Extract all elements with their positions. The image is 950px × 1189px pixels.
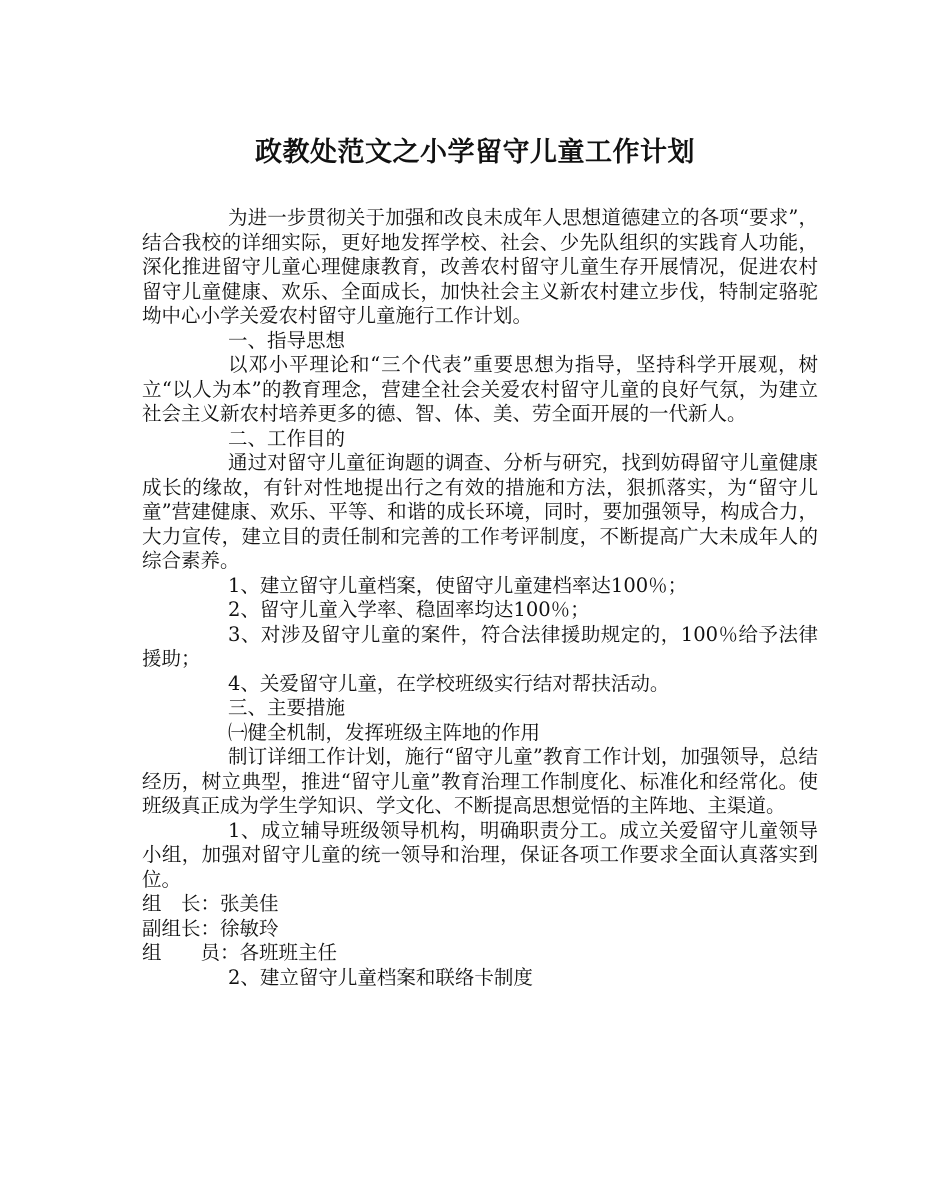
section-heading-work-goal: 二、工作目的 — [228, 426, 346, 450]
measure-item-1: 1、成立辅导班级领导机构，明确职责分工。成立关爱留守儿童领导小组，加强对留守儿童的统一领导和治理，保证各项工作要求全面认真落实到位。 — [142, 818, 818, 891]
document-body — [142, 206, 818, 990]
goal-item-3: 3、对涉及留守儿童的案件，符合法律援助规定的，100％给予法律援助； — [142, 622, 818, 670]
mechanism-paragraph: 制订详细工作计划，施行“留守儿童”教育工作计划，加强领导，总结经历，树立典型，推进“留守儿童”教育治理工作制度化、标准化和经常化。使班级真正成为学生学知识、学文化、不断提高思想觉悟的主阵地、主渠道。 — [142, 745, 818, 817]
measure-item-2: 2、建立留守儿童档案和联络卡制度 — [228, 965, 533, 989]
work-goal-paragraph: 通过对留守儿童征询题的调查、分析与研究，找到妨碍留守儿童健康成长的缘故，有针对性地提出行之有效的措施和方法，狠抓落实，为“留守儿童”营建健康、欢乐、平等、和谐的成长环境，同时，要加强领导，构成合力，大力宣传，建立目的责任制和完善的工作考评制度，不断提高广大未成年人的综合素养。 — [142, 451, 818, 572]
goal-item-1: 1、建立留守儿童档案，使留守儿童建档率达100％； — [228, 573, 688, 597]
roster-leader: 组 长：张美佳 — [142, 892, 279, 915]
section-heading-guiding-thought: 一、指导思想 — [228, 328, 346, 352]
roster-deputy-leader: 副组长：徐敏玲 — [142, 916, 279, 940]
document-title: 政教处范文之小学留守儿童工作计划 — [255, 137, 695, 168]
subsection-heading-mechanism: ㈠健全机制，发挥班级主阵地的作用 — [228, 720, 541, 744]
intro-paragraph: 为进一步贯彻关于加强和改良未成年人思想道德建立的各项“要求”，结合我校的详细实际，更好地发挥学校、社会、少先队组织的实践育人功能，深化推进留守儿童心理健康教育，改善农村留守儿童生存开展情况，促进农村留守儿童健康、欢乐、全面成长，加快社会主义新农村建立步伐，特制定骆驼坳中心小学关爱农村留守儿童施行工作计划。 — [142, 206, 818, 327]
goal-item-4: 4、关爱留守儿童，在学校班级实行结对帮扶活动。 — [228, 671, 670, 695]
goal-item-2: 2、留守儿童入学率、稳固率均达100％； — [228, 598, 590, 621]
section-heading-main-measures: 三、主要措施 — [228, 696, 346, 719]
roster-members: 组 员：各班班主任 — [142, 941, 338, 964]
guiding-thought-paragraph: 以邓小平理论和“三个代表”重要思想为指导，坚持科学开展观，树立“以人为本”的教育理念，营建全社会关爱农村留守儿童的良好气氛，为建立社会主义新农村培养更多的德、智、体、美、劳全面开展的一代新人。 — [142, 353, 818, 425]
